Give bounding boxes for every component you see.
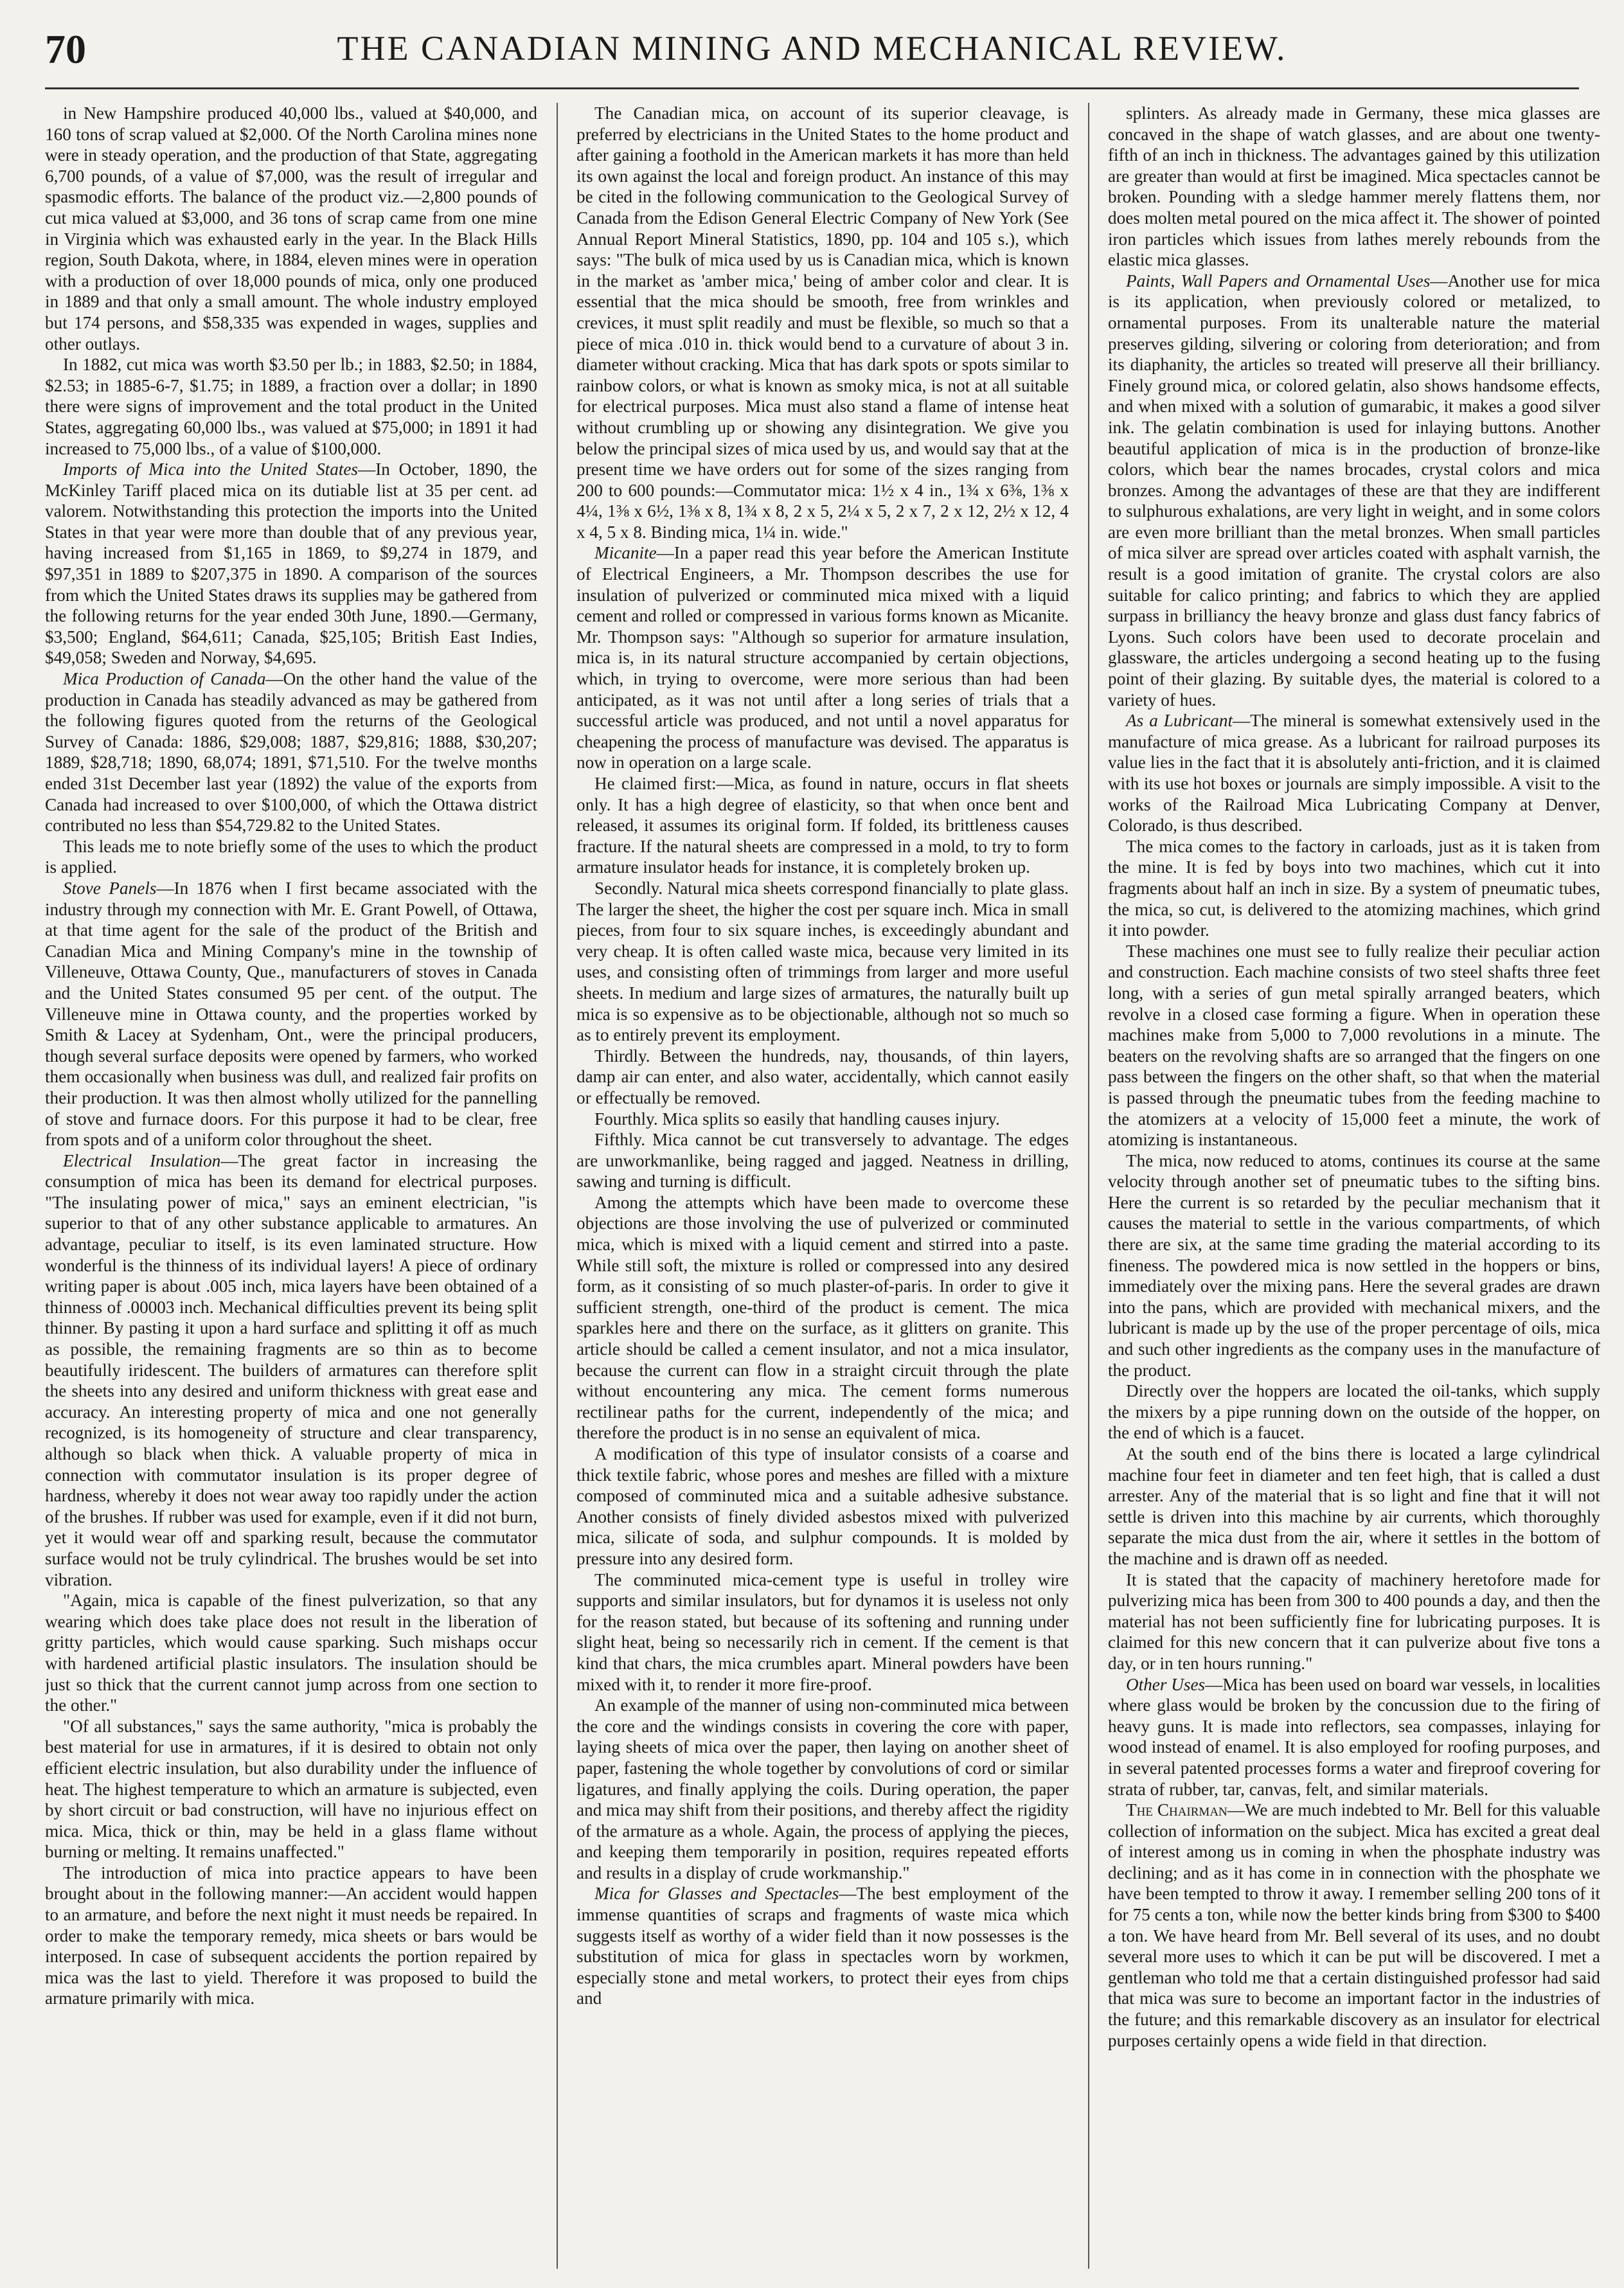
section-heading: Micanite	[594, 543, 657, 563]
paragraph	[576, 1883, 1069, 2009]
column-divider	[1088, 103, 1089, 2269]
paragraph-text: —Mica has been used on board war vessels, in localities where glass would be broken by the concussion due to the firing of heavy guns. It is made into reflectors, sea compasses, inlaying for wood instead of enamel. It is also employed for roofing purposes, and in several patented processes forms a water and fireproof covering for strata of rubber, tar, canvas, felt, and similar materials.	[1108, 1674, 1600, 1799]
paragraph	[1108, 941, 1600, 1150]
section-heading: Electrical Insulation	[63, 1150, 221, 1170]
paragraph	[576, 103, 1069, 542]
paragraph	[45, 459, 537, 668]
page-number: 70	[45, 26, 86, 72]
paragraph-text: in New Hampshire produced 40,000 lbs., valued at $40,000, and 160 tons of scrap valued at $2,000. Of the North Carolina mines none were in steady operation, and the production of that State, aggregating 6,700 pounds, of a value of $7,000, was the result of irregular and spasmodic efforts. The balance of the product viz.—2,800 pounds of cut mica valued at $3,000, and 36 tons of scrap came from one mine in Virginia which was exhausted early in the year. In the Black Hills region, South Dakota, where, in 1884, eleven mines were in operation with a production of over 18,000 pounds of mica, only one produced in 1889 and that only a small amount. The whole industry employed but 174 persons, and $58,335 was expended in wages, supplies and other outlays.	[45, 103, 537, 353]
paragraph-text: Secondly. Natural mica sheets correspond financially to plate glass. The larger the sheet, the higher the cost per square inch. Mica in small pieces, from four to six square inches, is exceedingly abundant and very cheap. It is often called waste mica, because very limited in its uses, and consisting often of trimmings from larger and more useful sheets. In medium and large sizes of armatures, the naturally built up mica is so expensive as to be objectionable, although not so much so as to entirely prevent its employment.	[576, 878, 1069, 1045]
paragraph	[1108, 1674, 1600, 1800]
paragraph-text: Thirdly. Between the hundreds, nay, thousands, of thin layers, damp air can enter, and also water, accidentally, which cannot easily or effectually be removed.	[576, 1046, 1069, 1107]
paragraph-text: "Again, mica is capable of the finest pulverization, so that any wearing which does take place does not result in the liberation of gritty particles, which would cause sparking. Such mishaps occur with hardened artificial plastic insulators. The insulation should be just so thick that the current cannot jump across from one section to the other."	[45, 1591, 537, 1715]
paragraph-text: In 1882, cut mica was worth $3.50 per lb.; in 1883, $2.50; in 1884, $2.53; in 1885-6-7, $1.75; in 1889, a fraction over a dollar; in 1890 there were signs of improvement and the total product in the United States, aggregating 60,000 lbs., was valued at $75,000; in 1891 it had increased to 75,000 lbs., of a value of $100,000.	[45, 355, 537, 458]
paragraph-text: —Another use for mica is its application, when previously colored or metalized, to ornamental purposes. From its unalterable nature the material preserves gilding, silvering or coloring from deterioration; and from its diaphanity, the articles so treated will preserve all their brilliancy. Finely ground mica, or colored gelatin, also shows handsome effects, and when mixed with a solution of gumarabic, it makes a good silver ink. The gelatin combination is used for inlaying buttons. Another beautiful application of mica is in the production of bronze-like colors, which bear the names brocades, crystal colors and mica bronzes. Among the advantages of these are that they are indifferent to sulphurous exhalations, are very light in weight, and in some colors are even more brilliant than the metal bronzes. When small particles of mica silver are spread over articles coated with asphalt varnish, the result is a good imitation of granite. The crystal colors are also suitable for calico printing; and fabrics to which they are applied surpass in brilliancy the heavy bronze and glass dust fancy fabrics of Lyons. Such colors have been used to decorate procelain and glassware, the articles undergoing a second heating up to the fusing point of their glazing. By suitable dyes, the material is colored to a variety of hues.	[1108, 271, 1600, 710]
paragraph-text: The mica, now reduced to atoms, continues its course at the same velocity through another set of pneumatic tubes to the sifting bins. Here the current is so retarded by the peculiar mechanism that it causes the material to settle in the various compartments, of which there are six, at the same time grading the material according to its fineness. The powdered mica is now settled in the hoppers or bins, immediately over the mixing pans. Here the several grades are drawn into the pans, which are provided with mechanical mixers, and the lubricant is made up by the use of the proper percentage of oils, mica and such other ingredients as the company uses in the manufacture of the product.	[1108, 1150, 1600, 1380]
header-rule	[45, 87, 1579, 89]
column-divider	[557, 103, 558, 2269]
paragraph	[576, 1109, 1069, 1130]
paragraph	[1108, 1800, 1600, 2051]
paragraph	[576, 1129, 1069, 1192]
section-heading: Mica Production of Canada	[63, 669, 266, 689]
section-heading: Mica for Glasses and Spectacles	[594, 1884, 839, 1904]
paragraph	[45, 878, 537, 1150]
column-2	[576, 103, 1069, 2269]
paragraph	[45, 103, 537, 354]
paragraph	[576, 1046, 1069, 1109]
paragraph-text: He claimed first:—Mica, as found in nature, occurs in flat sheets only. It has a high degree of elasticity, so that when once bent and released, it assumes its original form. If folded, its brittleness causes fracture. If the natural sheets are compressed in a mold, to try to form armature insulator heads for instance, it is completely broken up.	[576, 774, 1069, 877]
section-heading: Stove Panels	[63, 878, 157, 898]
paragraph-text: The comminuted mica-cement type is useful in trolley wire supports and similar insulators, but for dynamos it is useless not only for the reason stated, but because of its softening and running under slight heat, being so necessarily rich in cement. If the cement is that kind that chars, the mica crumbles apart. Mineral powders have been mixed with it, to render it more fire-proof.	[576, 1569, 1069, 1694]
paragraph	[45, 1863, 537, 2009]
journal-title: THE CANADIAN MINING AND MECHANICAL REVIEW.	[337, 29, 1287, 67]
paragraph	[1108, 836, 1600, 941]
page-header	[45, 26, 1579, 96]
section-heading: As a Lubricant	[1126, 711, 1233, 731]
paragraph-text: The introduction of mica into practice appears to have been brought about in the following manner:—An accident would happen to an armature, and before the next night it must needs be repaired. In order to make the temporary remedy, mica sheets or bars would be interposed. In case of subsequent accidents the portion repaired by mica was the last to yield. Therefore it was proposed to build the armature primarily with mica.	[45, 1863, 537, 2008]
paragraph-text: The mica comes to the factory in carloads, just as it is taken from the mine. It is fed by boys into two machines, which cut it into fragments about half an inch in size. By a system of pneumatic tubes, the mica, so cut, is delivered to the atomizing machines, which grind it into powder.	[1108, 836, 1600, 940]
paragraph-text: An example of the manner of using non-comminuted mica between the core and the windings consists in covering the core with paper, laying sheets of mica over the paper, then laying on another sheet of paper, fastening the whole together by convolutions of cord or similar ligatures, and finally applying the coils. During operation, the paper and mica may shift from their positions, and thereby affect the rigidity of the armature as a whole. Again, the process of applying the pieces, and keeping them temporarily in position, requires repeated efforts and results in a display of crude workmanship."	[576, 1695, 1069, 1882]
paragraph-text: A modification of this type of insulator consists of a coarse and thick textile fabric, whose pores and meshes are filled with a mixture composed of comminuted mica and a suitable adhesive substance. Another consists of finely divided asbestos mixed with pulverized mica, silicate of soda, and sulphur compounds. It is molded by pressure into any desired form.	[576, 1444, 1069, 1568]
paragraph-text: —On the other hand the value of the production in Canada has steadily advanced as may be gathered from the following figures quoted from the returns of the Geological Survey of Canada: 1886, $29,008; 1887, $29,816; 1888, $30,207; 1889, $28,718; 1890, 68,074; 1891, $71,510. For the twelve months ended 31st December last year (1892) the value of the exports from Canada had increased to over $100,000, of which the Ottawa district contributed no less than $54,729.82 to the United States.	[45, 669, 537, 836]
section-heading: Other Uses	[1126, 1674, 1206, 1694]
paragraph-text: This leads me to note briefly some of the uses to which the product is applied.	[45, 836, 537, 877]
paragraph-text: —The mineral is somewhat extensively used in the manufacture of mica grease. As a lubricant for railroad purposes its value lies in the fact that it is absolutely anti-friction, and it is claimed with its use hot boxes or journals are simply impossible. A visit to the works of the Railroad Mica Lubricating Company at Denver, Colorado, is thus described.	[1108, 711, 1600, 836]
section-heading: Paints, Wall Papers and Ornamental Uses	[1126, 271, 1431, 290]
paragraph	[45, 1716, 537, 1863]
paragraph-text: Fourthly. Mica splits so easily that handling causes injury.	[594, 1109, 1000, 1129]
paragraph	[1108, 1569, 1600, 1674]
paragraph	[576, 773, 1069, 878]
paragraph-text: These machines one must see to fully realize their peculiar action and construction. Each machine consists of two steel shafts three feet long, with a series of gun metal spirally arranged beaters, which revolve in a closed case forming a figure. When in operation these machines make from 5,000 to 7,000 revolutions in a minute. The beaters on the revolving shafts are so arranged that the fingers on one pass between the fingers on the other shaft, so that when the material is passed through the pneumatic tubes from the feeding machine to the atomizers at a velocity of 15,000 feet a minute, the work of atomizing is instantaneous.	[1108, 941, 1600, 1150]
paragraph-text: —In a paper read this year before the American Institute of Electrical Engineers, a Mr. Thompson describes the use for insulation of pulverized or comminuted mica mixed with a liquid cement and rolled or compressed in various forms known as Micanite. Mr. Thompson says: "Although so superior for armature insulation, mica is, in its natural structure accompanied by certain objections, which, in trying to overcome, were more serious than had been anticipated, as it was not until after a long series of trials that a successful article was produced, and not until a novel apparatus for cheapening the process of manufacture was devised. The apparatus is now in operation on a large scale.	[576, 543, 1069, 773]
paragraph	[45, 1150, 537, 1590]
paragraph-text: —In 1876 when I first became associated with the industry through my connection with Mr. E. Grant Powell, of Ottawa, at that time agent for the sale of the product of the British and Canadian Mica and Mining Company's mine in the township of Villeneuve, Ottawa County, Que., manufacturers of stoves in Canada and the United States consumed 95 per cent. of the output. The Villeneuve mine in Ottawa county, and the properties worked by Smith & Lacey at Sydenham, Ont., were the principal producers, though several surface deposits were opened by farmers, who worked them occasionally when business was dull, and realized fair profits on their production. It was then almost wholly utilized for the pannelling of stove and furnace doors. For this purpose it had to be clear, free from spots and of a uniform color throughout the sheet.	[45, 878, 537, 1150]
section-heading: The Chairman	[1126, 1800, 1227, 1820]
paragraph	[1108, 271, 1600, 710]
paragraph	[576, 1569, 1069, 1695]
column-1	[45, 103, 537, 2269]
paragraph	[45, 668, 537, 836]
paragraph-text: Among the attempts which have been made to overcome these objections are those involving the use of pulverized or comminuted mica, which is mixed with a liquid cement and stirred into a paste. While still soft, the mixture is rolled or compressed into any desired form, as it consisting of so much plaster-of-paris. In order to give it sufficient strength, one-third of the product is cement. The mica sparkles here and there on the surface, as it glitters on granite. This article should be called a cement insulator, and not a mica insulator, because the current can flow in a straight circuit through the plate without encountering any mica. The cement forms numerous rectilinear paths for the current, independently of the mica; and therefore the product is in no sense an equivalent of mica.	[576, 1192, 1069, 1443]
paragraph	[576, 878, 1069, 1046]
section-heading: Imports of Mica into the United States	[63, 460, 359, 479]
paragraph-text: Directly over the hoppers are located the oil-tanks, which supply the mixers by a pipe running down on the outside of the hopper, on the end of which is a faucet.	[1108, 1381, 1600, 1443]
paragraph	[576, 1695, 1069, 1883]
paragraph-text: —We are much indebted to Mr. Bell for this valuable collection of information on the subject. Mica has excited a great deal of interest among us in coming in when the phosphate industry was declining; and as it has come in in connection with the phosphate we have been tempted to throw it away. I remember selling 200 tons of it for 75 cents a ton, while now the better kinds bring from $300 to $400 a ton. We have heard from Mr. Bell several of its uses, and no doubt several more uses to which it can be put will be discovered. I met a gentleman who told me that a certain distinguished professor had said that mica was sure to become an important factor in the industries of the future; and this remarkable discovery as an insulator for electrical purposes certainly opens a wide field in that direction.	[1108, 1800, 1600, 2050]
paragraph-text: At the south end of the bins there is located a large cylindrical machine four feet in diameter and ten feet high, that is called a dust arrester. Any of the material that is so light and fine that it will not settle is driven into this machine by air currents, which thoroughly separate the mica dust from the air, where it settles in the bottom of the machine and is drawn off as needed.	[1108, 1444, 1600, 1568]
paragraph-text: Fifthly. Mica cannot be cut transversely to advantage. The edges are unworkmanlike, being ragged and jagged. Neatness in drilling, sawing and turning is difficult.	[576, 1130, 1069, 1192]
paragraph-text: —In October, 1890, the McKinley Tariff placed mica on its dutiable list at 35 per cent. ad valorem. Notwithstanding this protection the imports into the United States in that year were more than double that of any previous year, having increased from $1,165 in 1869, to $9,274 in 1879, and $97,351 in 1889 to $207,375 in 1890. A comparison of the sources from which the United States draws its supplies may be gathered from the following returns for the year ended 30th June, 1890.—Germany, $3,500; England, $64,611; Canada, $25,105; British East Indies, $49,058; Sweden and Norway, $4,695.	[45, 460, 537, 668]
paragraph	[1108, 1443, 1600, 1569]
paragraph	[1108, 1381, 1600, 1443]
paragraph	[1108, 710, 1600, 836]
paragraph	[576, 542, 1069, 773]
paragraph-text: "Of all substances," says the same authority, "mica is probably the best material for use in armatures, if it is desired to obtain not only efficient electric insulation, but also durability under the influence of heat. The highest temperature to which an armature is subjected, even by short circuit or bad construction, will have no injurious effect on mica. Mica, thick or thin, may be held in a glass flame without burning or melting. It remains unaffected."	[45, 1716, 537, 1862]
paragraph	[45, 836, 537, 878]
paragraph-text: splinters. As already made in Germany, these mica glasses are concaved in the shape of watch glasses, and are about one twenty-fifth of an inch in thickness. The advantages gained by this utilization are greater than would at first be imagined. Mica spectacles cannot be broken. Pounding with a sledge hammer merely flattens them, nor does molten metal poured on the mica affect it. The shower of pointed iron particles which issues from lathes merely rebounds from the elastic mica glasses.	[1108, 103, 1600, 270]
paragraph	[576, 1443, 1069, 1569]
paragraph-text: —The best employment of the immense quantities of scraps and fragments of waste mica which suggests itself as worthy of a wider field than it now possesses is the substitution of mica for glass in spectacles worn by workmen, especially stone and metal workers, to protect their eyes from chips and	[576, 1884, 1069, 2008]
column-3	[1108, 103, 1600, 2269]
paragraph	[45, 354, 537, 459]
paragraph-text: —The great factor in increasing the consumption of mica has been its demand for electrical purposes. "The insulating power of mica," says an eminent electrician, "is superior to that of any other substance applicable to armatures. An advantage, peculiar to itself, is its even laminated structure. How wonderful is the thinness of its individual layers! A piece of ordinary writing paper is about .005 inch, mica layers have been obtained of a thinness of .00003 inch. Mechanical difficulties prevent its being split thinner. By pasting it upon a hard surface and splitting it off as much as possible, the remaining fragments are so thin as to become beautifully iridescent. The builders of armatures can therefore split the sheets into any desired and uniform thickness with great ease and accuracy. An interesting property of mica and one not generally recognized, is its homogeneity of structure and clear transparency, although so black when thick. A valuable property of mica in connection with commutator insulation is its proper degree of hardness, whereby it does not wear away too rapidly under the action of the brushes. If rubber was used for example, even if it did not burn, yet it would wear off and sparking result, because the commutator surface would not be truly cylindrical. The brushes would be set into vibration.	[45, 1150, 537, 1589]
article-columns	[45, 103, 1600, 2269]
paragraph-text: The Canadian mica, on account of its superior cleavage, is preferred by electricians in the United States to the home product and after gaining a foothold in the American markets it has more than held its own against the local and foreign product. An instance of this may be cited in the following communication to the Geological Survey of Canada from the Edison General Electric Company of New York (See Annual Report Mineral Statistics, 1890, pp. 104 and 105 s.), which says: "The bulk of mica used by us is Canadian mica, which is known in the market as 'amber mica,' being of amber color and clear. It is essential that the mica should be smooth, free from wrinkles and crevices, it must split readily and must be flexible, so much so that a piece of mica .010 in. thick would bend to a curvature of about 3 in. diameter without cracking. Mica that has dark spots or spots similar to rainbow colors, or what is known as smoky mica, is not at all suitable for electrical purposes. Mica must also stand a flame of intense heat without crumbling up or showing any disintegration. We give you below the principal sizes of mica used by us, and would say that at the present time we have orders out for some of the sizes ranging from 200 to 600 pounds:—Commutator mica: 1½ x 4 in., 1¾ x 6⅜, 1⅜ x 4¼, 1⅜ x 6½, 1⅜ x 8, 1¾ x 8, 2 x 5, 2¼ x 5, 2 x 7, 2 x 12, 2½ x 12, 4 x 4, 5 x 8. Binding mica, 1¼ in. wide."	[576, 103, 1069, 542]
paragraph-text: It is stated that the capacity of machinery heretofore made for pulverizing mica has been from 300 to 400 pounds a day, and then the material has not been sufficiently fine for lubricating purposes. It is claimed for this new concern that it can pulverize about five tons a day, or in ten hours running."	[1108, 1569, 1600, 1673]
paragraph	[576, 1192, 1069, 1443]
paragraph	[45, 1590, 537, 1716]
paragraph	[1108, 103, 1600, 271]
paragraph	[1108, 1150, 1600, 1381]
